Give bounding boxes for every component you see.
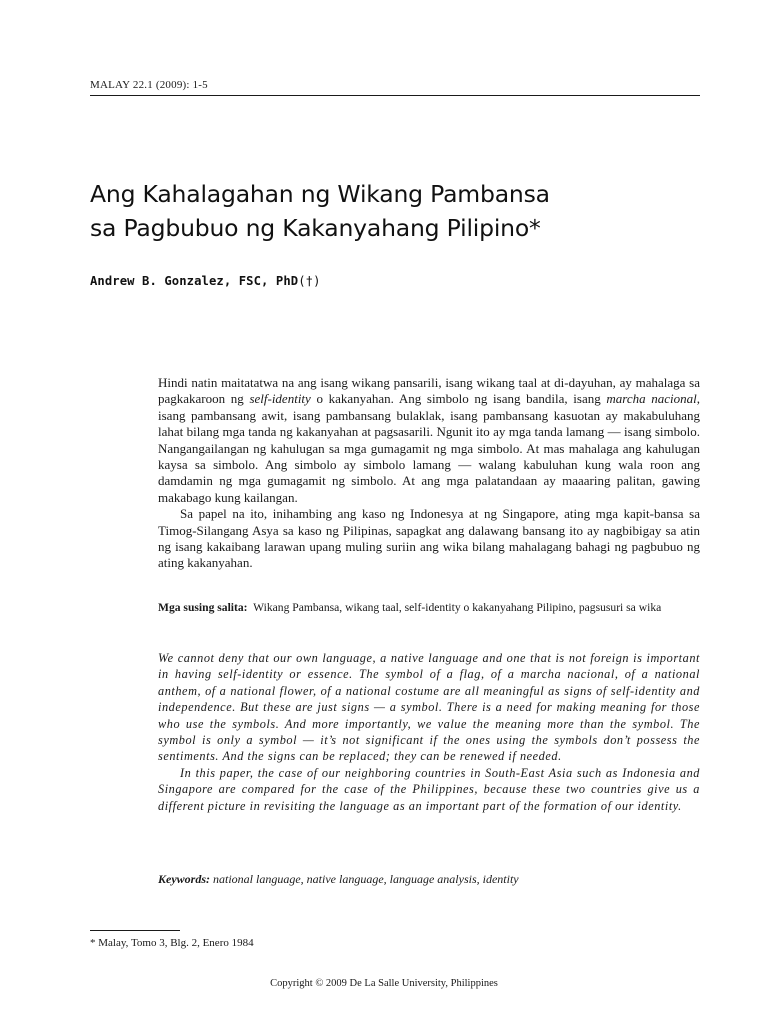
abstract-fil-term-2: marcha nacional xyxy=(606,391,697,407)
abstract-fil-paragraph-1 xyxy=(158,375,700,506)
title-line-2: sa Pagbubuo ng Kakanyahang Pilipino* xyxy=(90,214,541,242)
abstract-english xyxy=(158,650,700,814)
keywords-filipino xyxy=(158,600,700,616)
author-line xyxy=(90,274,321,288)
abstract-fil-paragraph-2: Sa papel na ito, inihambing ang kaso ng Indonesya at ng Singapore, ating mga kapit-bansa sa Timog-Silangang Asya sa kaso ng Pilipinas, sapagkat ang dalawang bansang ito ay nagbibigay sa atin ng isang kakaibang larawan upang muling suriin ang wika bilang mahalagang bahagi ng pagbubuo ng ating kakanyahan. xyxy=(158,506,700,571)
author-mark: (†) xyxy=(298,274,321,288)
keywords-fil-label: Mga susing salita: xyxy=(158,601,248,614)
abstract-en-paragraph-2: In this paper, the case of our neighboring countries in South-East Asia such as Indonesia and Singapore are compared for the case of the Philippines, because these two countries give us a different picture in revisiting the language as an important part of the formation of our identity. xyxy=(158,765,700,813)
article-title xyxy=(90,177,710,245)
abstract-fil-text-b: o kakanyahan. Ang simbolo ng isang bandila, isang xyxy=(310,391,607,407)
footnote: * Malay, Tomo 3, Blg. 2, Enero 1984 xyxy=(90,937,254,949)
abstract-filipino xyxy=(158,375,700,572)
journal-citation: MALAY 22.1 (2009): 1-5 xyxy=(90,79,208,91)
abstract-fil-text-a: Hindi natin maitatatwa na ang isang wikang pansarili, isang wikang taal at di-dayuhan, ay mahalaga sa pagkakaroon ng xyxy=(158,375,700,407)
author-name: Andrew B. Gonzalez, FSC, PhD xyxy=(90,274,299,288)
header-rule xyxy=(90,95,700,96)
keywords-english xyxy=(158,871,700,887)
title-line-1: Ang Kahalagahan ng Wikang Pambansa xyxy=(90,180,550,208)
copyright-notice: Copyright © 2009 De La Salle University, Philippines xyxy=(270,978,498,989)
abstract-fil-term-1: self-identity xyxy=(249,391,311,407)
abstract-fil-text-c: , isang pambansang awit, isang pambansang bulaklak, isang pambansang kasuotan ay makabuluhang lahat bilang mga tanda ng kakanyahan at pagsasarili. Ngunit ito ay mga tanda lamang — isang simbolo. Nangangailangan ng kahulugan sa mga gumagamit ng mga simbolo. At mas mahalaga ang kahulugan kaysa sa simbolo. Ang simbolo ay simbolo lamang — walang kabuluhan kung wala roon ang damdamin ng mga gumagamit ng simbolo. At ang mga palatandaan ay maaaring palitan, gawing makabago kung kailangan. xyxy=(158,391,701,505)
keywords-fil-text: Wikang Pambansa, wikang taal, self-identity o kakanyahang Pilipino, pagsusuri sa wika xyxy=(253,601,662,614)
keywords-en-label: Keywords: xyxy=(158,872,210,886)
footnote-rule xyxy=(90,930,180,931)
abstract-en-paragraph-1: We cannot deny that our own language, a native language and one that is not foreign is important in having self-identity or essence. The symbol of a flag, of a marcha nacional, of a national anthem, of a national flower, of a national costume are all meaningful as signs of self-identity and independence. But these are just signs — a symbol. There is a need for making meaning for those who use the symbols. And more importantly, we value the meaning more than the symbol. The symbol is only a symbol — it’s not significant if the ones using the symbols don’t possess the sentiments. And the signs can be replaced; they can be renewed if needed. xyxy=(158,651,700,764)
keywords-en-text: national language, native language, language analysis, identity xyxy=(213,872,519,886)
